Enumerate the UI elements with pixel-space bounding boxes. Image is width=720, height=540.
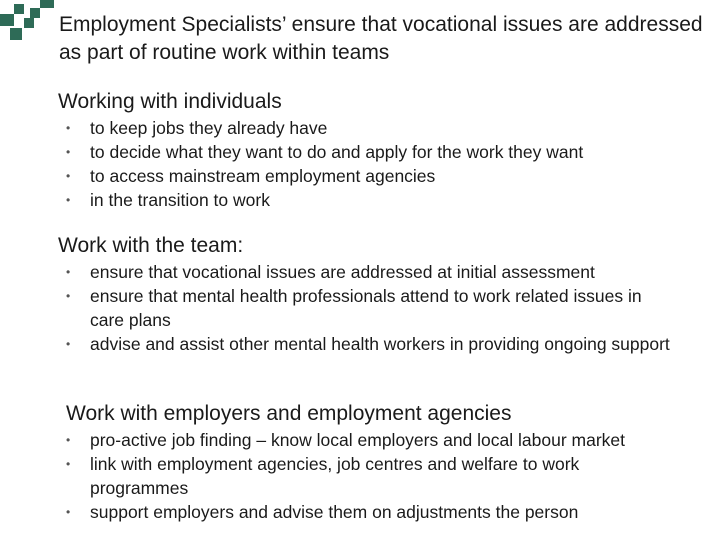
corner-logo <box>0 0 54 40</box>
bullet-list-individuals <box>60 116 690 212</box>
bullet-item: • pro-active job finding – know local employers and local labour market <box>60 428 660 452</box>
bullet-item: • to access mainstream employment agencies <box>60 164 690 188</box>
bullet-item: • to decide what they want to do and apply for the work they want <box>60 140 690 164</box>
bullet-item: • advise and assist other mental health workers in providing ongoing support <box>60 332 670 356</box>
bullet-item: • to keep jobs they already have <box>60 116 690 140</box>
bullet-list-team <box>60 260 670 356</box>
section-heading-employers: Work with employers and employment agencies <box>66 402 512 425</box>
bullet-item: • ensure that vocational issues are addressed at initial assessment <box>60 260 670 284</box>
bullet-item: • in the transition to work <box>60 188 690 212</box>
section-heading-team: Work with the team: <box>58 234 244 257</box>
section-heading-individuals: Working with individuals <box>58 90 282 113</box>
bullet-list-employers <box>60 428 660 524</box>
bullet-item: • support employers and advise them on adjustments the person <box>60 500 660 524</box>
slide-title: Employment Specialists’ ensure that vocational issues are addressed as part of routine work within teams <box>59 13 703 64</box>
bullet-item: • link with employment agencies, job centres and welfare to work programmes <box>60 452 660 500</box>
bullet-item: • ensure that mental health professionals attend to work related issues in care plans <box>60 284 670 332</box>
